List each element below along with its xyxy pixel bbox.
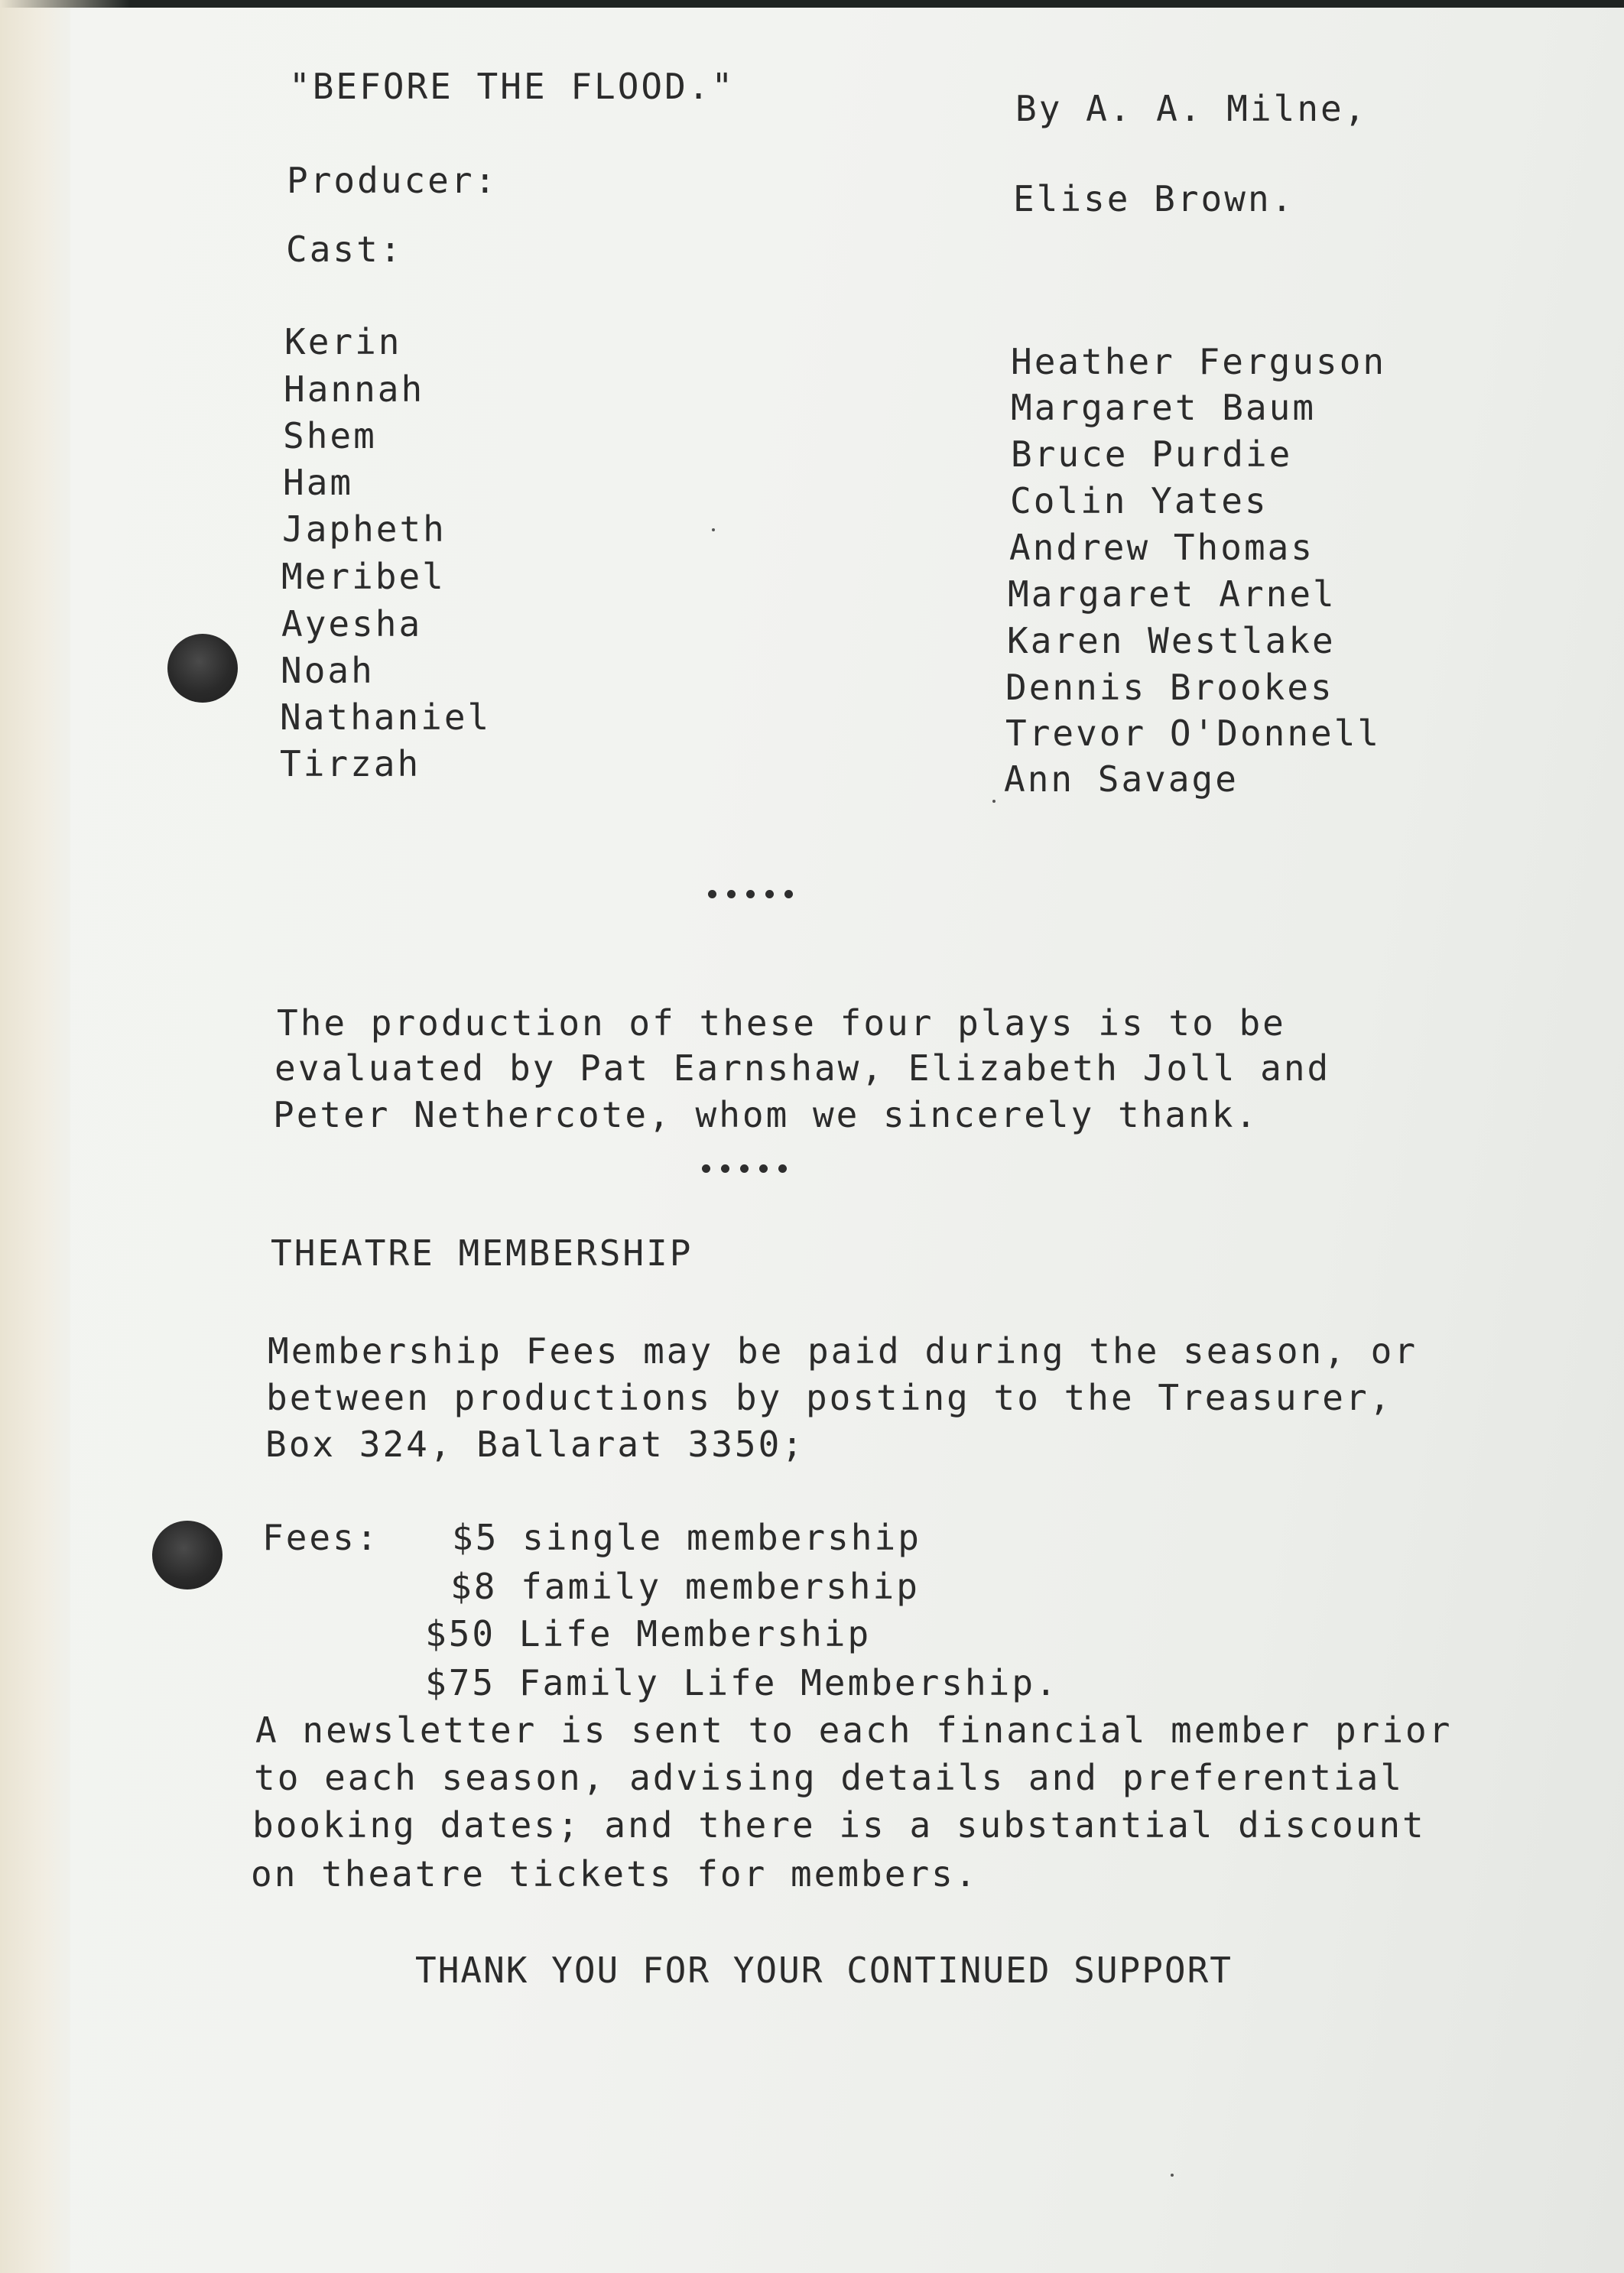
cast-label: Cast: — [286, 229, 404, 270]
newsletter-line: on theatre tickets for members. — [251, 1853, 979, 1895]
cast-actor: Bruce Purdie — [1011, 433, 1293, 475]
speck — [1171, 2174, 1174, 2177]
cast-actor: Heather Ferguson — [1011, 341, 1387, 382]
cast-actor: Andrew Thomas — [1009, 527, 1315, 568]
producer-label: Producer: — [287, 160, 499, 201]
cast-role: Shem — [283, 415, 377, 456]
play-author: By A. A. Milne, — [1015, 88, 1368, 129]
evaluation-line: Peter Nethercote, whom we sincerely thank. — [273, 1094, 1259, 1135]
cast-actor: Margaret Baum — [1011, 387, 1317, 428]
evaluation-line: evaluated by Pat Earnshaw, Elizabeth Joll and — [274, 1047, 1331, 1089]
section-divider — [708, 890, 793, 898]
section-divider — [702, 1164, 787, 1173]
cast-role: Noah — [281, 650, 375, 691]
membership-heading: THEATRE MEMBERSHIP — [271, 1232, 693, 1274]
cast-role: Tirzah — [280, 743, 421, 784]
newsletter-line: A newsletter is sent to each financial member prior — [255, 1710, 1453, 1751]
punch-hole-top — [167, 634, 238, 703]
speck — [992, 800, 996, 803]
cast-actor: Dennis Brookes — [1005, 667, 1334, 708]
cast-actor: Karen Westlake — [1007, 620, 1336, 661]
punch-hole-bottom — [152, 1521, 222, 1589]
newsletter-line: booking dates; and there is a substantial discount — [252, 1804, 1426, 1846]
fee-item: $8 family membership — [450, 1566, 920, 1607]
cast-role: Meribel — [281, 556, 446, 597]
cast-role: Ham — [283, 462, 354, 503]
membership-intro-line: between productions by posting to the Treasurer, — [266, 1377, 1393, 1418]
fees-label: Fees: — [262, 1517, 380, 1558]
fee-item: $75 Family Life Membership. — [425, 1662, 1059, 1703]
newsletter-line: to each season, advising details and preferential — [254, 1757, 1405, 1798]
membership-intro-line: Box 324, Ballarat 3350; — [265, 1424, 805, 1465]
cast-actor: Margaret Arnel — [1008, 573, 1337, 615]
cast-actor: Trevor O'Donnell — [1005, 713, 1382, 754]
cast-role: Japheth — [282, 508, 447, 550]
membership-intro-line: Membership Fees may be paid during the season, or — [268, 1330, 1418, 1372]
evaluation-line: The production of these four plays is to be — [277, 1002, 1286, 1044]
cast-actor: Ann Savage — [1004, 758, 1239, 800]
cast-actor: Colin Yates — [1010, 480, 1268, 521]
cast-role: Hannah — [284, 369, 425, 410]
play-title: "BEFORE THE FLOOD." — [289, 66, 736, 107]
background-edge — [0, 0, 1624, 8]
fee-item: $5 single membership — [452, 1517, 921, 1558]
paper-edge — [0, 0, 70, 2273]
cast-role: Ayesha — [281, 603, 423, 645]
closing-line: THANK YOU FOR YOUR CONTINUED SUPPORT — [415, 1950, 1233, 1991]
cast-role: Nathaniel — [280, 697, 492, 738]
cast-role: Kerin — [284, 321, 402, 362]
fee-item: $50 Life Membership — [425, 1613, 872, 1654]
speck — [712, 528, 715, 531]
producer-name: Elise Brown. — [1013, 178, 1295, 219]
